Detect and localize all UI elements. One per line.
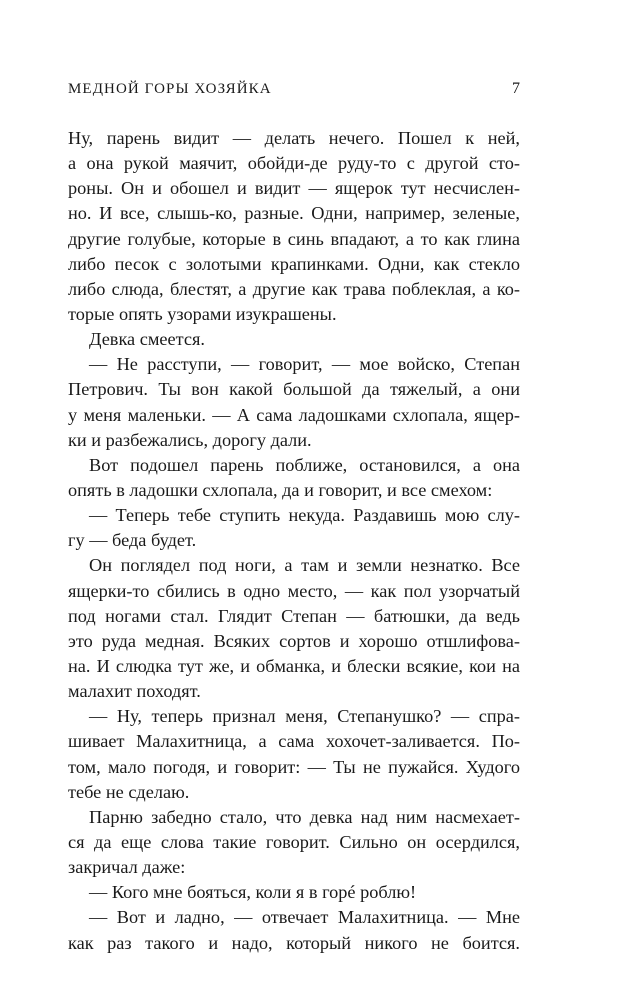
- paragraph: [68, 880, 520, 905]
- running-title: МЕДНОЙ ГОРЫ ХОЗЯЙКА: [68, 81, 272, 97]
- text-line: Девка смеется.: [89, 329, 205, 350]
- paragraph: [68, 905, 520, 955]
- text-line: — Вот и ладно, — отвечает Малахитница. — Мне: [89, 907, 520, 928]
- paragraph: [68, 352, 520, 453]
- text-line: либо песок с золотыми крапинками. Одни, как стекло: [68, 253, 520, 274]
- text-line: Вот подошел парень поближе, остановился, а она: [89, 454, 520, 475]
- text-line: это руда медная. Всяких сортов и хорошо отшлифова-: [68, 630, 520, 651]
- paragraph: [68, 327, 520, 352]
- text-line: у меня маленьки. — А сама ладошками схлопала, ящер-: [68, 404, 520, 425]
- text-line: другие голубые, которые в синь впадают, а то как глина: [68, 228, 520, 249]
- text-line: роны. Он и обошел и видит — ящерок тут несчислен-: [68, 178, 520, 199]
- text-line: опять в ладошки схлопала, да и говорит, и все смехом:: [68, 479, 493, 500]
- text-body: [68, 126, 520, 956]
- text-line: гу — беда будет.: [68, 530, 197, 551]
- paragraph: [68, 553, 520, 704]
- paragraph: [68, 704, 520, 805]
- text-line: ящерки-то сбились в одно место, — как пол узорчатый: [68, 580, 520, 601]
- page-number: 7: [512, 80, 520, 97]
- paragraph: [68, 453, 520, 503]
- text-line: но. И все, слышь-ко, разные. Одни, например, зеленые,: [68, 203, 520, 224]
- paragraph: [68, 503, 520, 553]
- text-line: на. И слюдка тут же, и обманка, и блески всякие, кои на: [68, 655, 520, 676]
- paragraph: [68, 126, 520, 327]
- text-line: либо слюда, блестят, а другие как трава поблеклая, а ко-: [68, 278, 520, 299]
- text-line: а она рукой маячит, обойди-де руду-то с другой сто-: [68, 153, 520, 174]
- text-line: тебе не сделаю.: [68, 781, 190, 802]
- text-line: Ну, парень видит — делать нечего. Пошел к ней,: [68, 128, 520, 148]
- running-head: [68, 80, 520, 102]
- text-line: — Не расступи, — говорит, — мое войско, Степан: [89, 354, 520, 375]
- text-line: под ногами стал. Глядит Степан — батюшки, да ведь: [68, 605, 520, 626]
- text-line: малахит походят.: [68, 681, 201, 702]
- text-line: шивает Малахитница, а сама хохочет-заливается. По-: [68, 731, 520, 752]
- text-line: том, мало погодя, и говорит: — Ты не пужайся. Худого: [68, 756, 520, 777]
- text-line: торые опять узорами изукрашены.: [68, 303, 337, 324]
- text-line: как раз такого и надо, который никого не боится.: [68, 932, 520, 953]
- text-line: Парню забедно стало, что девка над ним насмехает-: [89, 806, 520, 827]
- text-line: ся да еще слова такие говорит. Сильно он осердился,: [68, 831, 520, 852]
- text-line: закричал даже:: [68, 857, 186, 878]
- text-line: Петрович. Ты вон какой большой да тяжелый, а они: [68, 379, 520, 400]
- text-line: Он поглядел под ноги, а там и земли незнатко. Все: [89, 555, 520, 576]
- text-line: ки и разбежались, дорогу дали.: [68, 429, 312, 450]
- text-line: — Теперь тебе ступить некуда. Раздавишь мою слу-: [89, 505, 520, 526]
- text-line: — Ну, теперь признал меня, Степанушко? — спра-: [89, 706, 520, 727]
- text-line: — Кого мне бояться, коли я в горé роблю!: [89, 882, 417, 903]
- paragraph: [68, 805, 520, 880]
